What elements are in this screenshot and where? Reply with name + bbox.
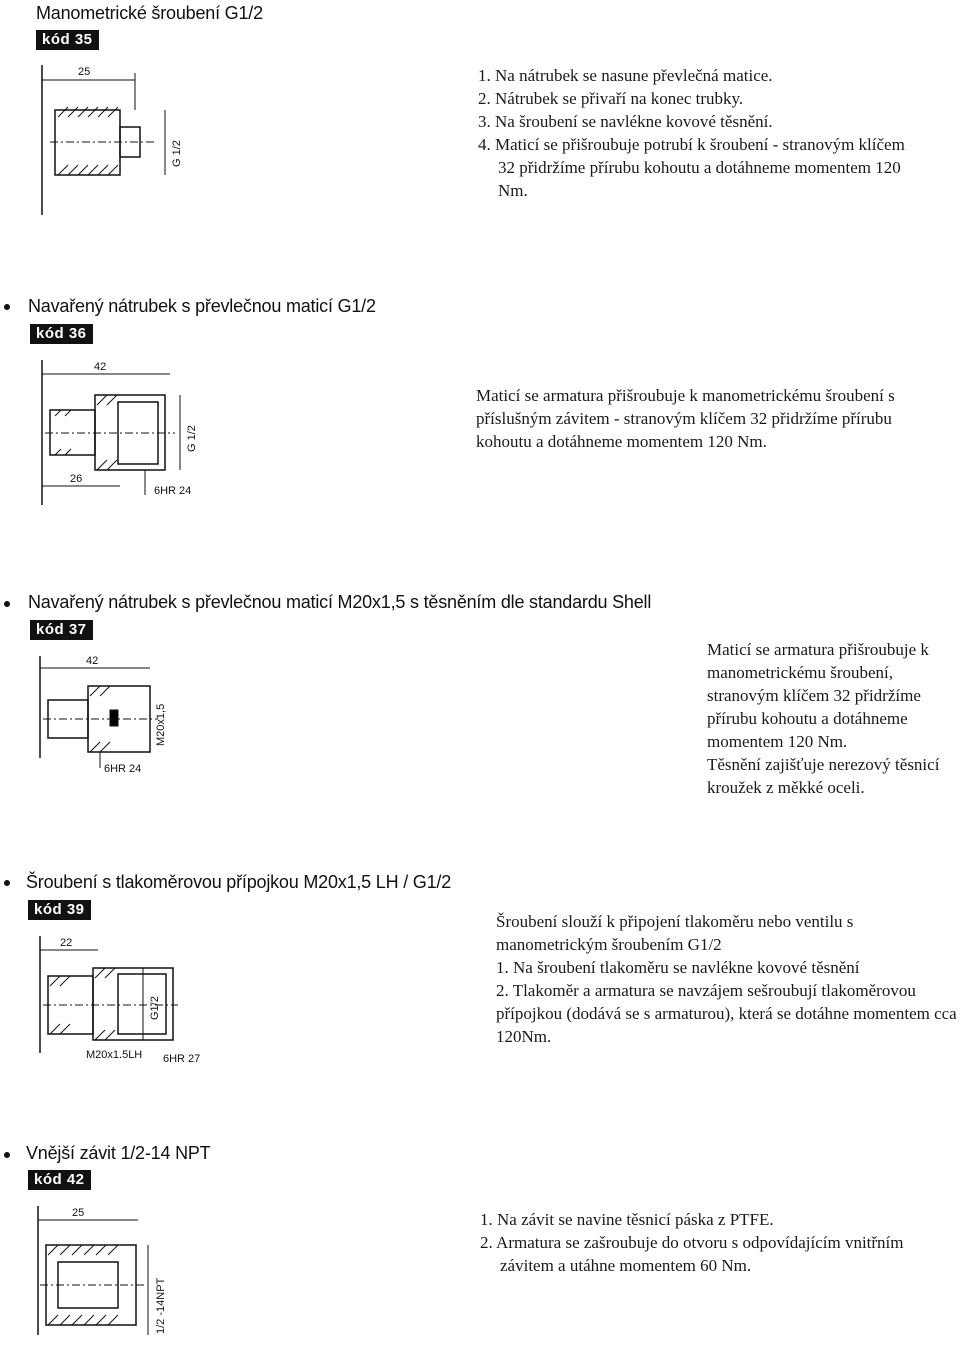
step-35-2: 2. Nátrubek se přivaří na konec trubky. [478,89,744,108]
section-35-title: Manometrické šroubení G1/2 [36,3,263,23]
description-39-text: Šroubení slouží k připojení tlakoměru nebo ventilu s manometrickým šroubením G1/2 [496,912,854,954]
bullet-42 [4,1152,10,1158]
note-37-text: Těsnění zajišťuje nerezový těsnicí kroužek z měkké oceli. [707,755,940,797]
bullet-39 [4,880,10,886]
step-42-2: 2. Armatura se zašroubuje do otvoru s odpovídajícím vnitřním závitem a utáhne momentem 60 Nm. [480,1233,904,1275]
dim-length-35: 25 [78,66,91,78]
dim-length-42: 25 [72,1207,85,1219]
dim-thread-39: G1/2 [149,996,161,1020]
code-badge-42: kód 42 [28,1170,91,1190]
dim-hex-39: 6HR 27 [163,1053,201,1065]
step-39-1: 1. Na šroubení tlakoměru se navlékne kovové těsnění [496,958,860,977]
bullet-37 [4,601,10,607]
dim-hex-36: 6HR 24 [154,485,192,497]
drawing-35 [30,55,220,225]
dim-sublength-36: 26 [70,473,83,485]
dim-thread-35: G 1/2 [171,140,183,167]
section-39-title: Šroubení s tlakoměrovou přípojkou M20x1,5 LH / G1/2 [26,872,452,892]
section-37-title: Navařený nátrubek s převlečnou maticí M20x1,5 s těsněním dle standardu Shell [28,592,652,612]
section-36-title: Navařený nátrubek s převlečnou maticí G1/2 [28,296,376,316]
code-badge-37: kód 37 [30,620,93,640]
dim-thread-36: G 1/2 [186,425,198,452]
dim-hex-37: 6HR 24 [104,763,142,775]
drawing-42 [28,1200,198,1340]
description-39 [496,910,958,1048]
step-35-4: 4. Maticí se přišroubuje potrubí k šroubení - stranovým klíčem 32 přidržíme přírubu kohoutu a dotáhneme momentem 120 Nm. [478,135,905,200]
dim-length-39: 22 [60,937,73,949]
steps-42 [480,1208,920,1277]
step-35-3: 3. Na šroubení se navlékne kovové těsnění. [478,112,773,131]
dim-thread-lh-39: M20x1.5LH [86,1049,143,1061]
dim-length-36: 42 [94,361,107,373]
drawing-37 [28,648,218,788]
description-37 [707,638,957,799]
bullet-36 [4,304,10,310]
description-36: Maticí se armatura přišroubuje k manometrickému šroubení s příslušným závitem - stranovým klíčem 32 přidržíme přírubu kohoutu a dotáhneme momentem 120 Nm. [476,386,895,451]
code-badge-36: kód 36 [30,324,93,344]
drawing-36 [30,350,230,510]
drawing-39 [28,928,228,1068]
code-badge-39: kód 39 [28,900,91,920]
section-42-title: Vnější závit 1/2-14 NPT [26,1143,211,1163]
dim-thread-37: M20x1,5 [155,703,167,746]
dim-length-37: 42 [86,655,99,667]
description-37-text: Maticí se armatura přišroubuje k manometrickému šroubení, stranovým klíčem 32 přidržíme přírubu kohoutu a dotáhneme momentem 120 Nm. [707,640,929,751]
steps-35 [478,64,918,202]
step-42-1: 1. Na závit se navine těsnicí páska z PTFE. [480,1210,774,1229]
dim-thread-42: 1/2 -14NPT [155,1277,167,1334]
step-35-1: 1. Na nátrubek se nasune převlečná matice. [478,66,773,85]
step-39-2: 2. Tlakoměr a armatura se navzájem sešroubují tlakoměrovou přípojkou (dodává se s armaturou), která se dotáhne momentem cca 120Nm. [496,981,957,1046]
code-badge-35: kód 35 [36,30,99,50]
